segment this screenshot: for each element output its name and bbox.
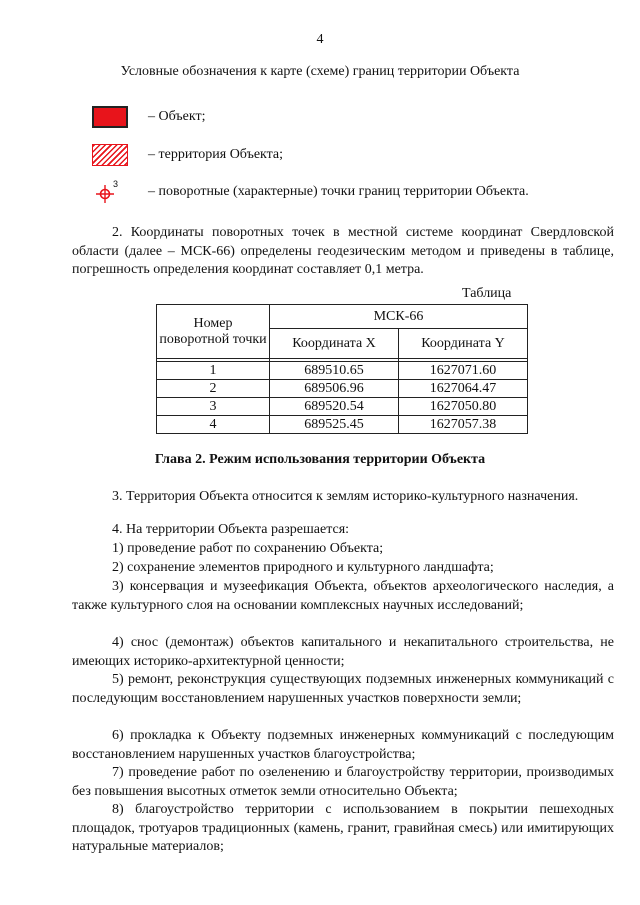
- list-item-7: 7) проведение работ по озеленению и благоустройству территории, производимых без повышения высотных отметок земли относительно Объекта;: [72, 765, 614, 799]
- list-item-5: 5) ремонт, реконструкция существующих подземных инженерных коммуникаций с последующим восстановлением нарушенных участков поверхности земли;: [72, 672, 614, 706]
- coordinates-table: [156, 304, 528, 434]
- paragraph-2: 2. Координаты поворотных точек в местной системе координат Свердловской области (далее – МСК-66) определены геодезическим методом и приведены в таблице, погрешность определения координат составляет 0,1 метра.: [72, 225, 614, 278]
- legend-item-text: – поворотные (характерные) точки границ территории Объекта.: [148, 184, 529, 199]
- cell-x: 689520.54: [270, 398, 399, 416]
- chapter-title: Глава 2. Режим использования территории Объекта: [154, 452, 486, 467]
- cell-point: 1: [157, 362, 270, 380]
- cell-x: 689525.45: [270, 416, 399, 434]
- list-item-4: 4) снос (демонтаж) объектов капитального и некапитального строительства, не имеющих историко-архитектурной ценности;: [72, 635, 614, 669]
- territory-hatch-icon: [92, 144, 128, 166]
- list-item-8: 8) благоустройство территории с использованием в покрытии пешеходных площадок, тротуаров традиционных (камень, гранит, гравийная смесь) или имитирующих натуральные материалов;: [72, 802, 614, 855]
- table-row: [157, 380, 528, 398]
- list-item-3: 3) консервация и музеефикация Объекта, объектов археологического наследия, а также культурного слоя на основании комплексных научных исследований;: [72, 579, 614, 613]
- table-row: [157, 362, 528, 380]
- turning-point-label: 3: [113, 179, 119, 189]
- legend-item-text: – Объект;: [148, 109, 206, 124]
- legend-item-points: [92, 178, 529, 206]
- list-item-1: 1) проведение работ по сохранению Объекта;: [112, 541, 384, 556]
- cell-point: 3: [157, 398, 270, 416]
- legend-item-object: [92, 106, 205, 128]
- header-y: Координата Y: [399, 329, 528, 359]
- cell-point: 2: [157, 380, 270, 398]
- legend-item-text: – территория Объекта;: [148, 147, 284, 162]
- table-row: [157, 416, 528, 434]
- header-point-number: Номер поворотной точки: [157, 305, 270, 359]
- header-x: Координата X: [270, 329, 399, 359]
- cell-y: 1627050.80: [399, 398, 528, 416]
- table-caption: Таблица: [462, 286, 512, 301]
- cell-y: 1627057.38: [399, 416, 528, 434]
- turning-point-icon: [92, 178, 128, 206]
- legend-item-territory: [92, 144, 283, 166]
- cell-x: 689510.65: [270, 362, 399, 380]
- list-item-2: 2) сохранение элементов природного и культурного ландшафта;: [112, 560, 494, 575]
- header-coordinate-system: МСК-66: [270, 305, 528, 329]
- table-row: [157, 398, 528, 416]
- cell-point: 4: [157, 416, 270, 434]
- object-symbol-icon: [92, 106, 128, 128]
- cell-y: 1627064.47: [399, 380, 528, 398]
- cell-x: 689506.96: [270, 380, 399, 398]
- cell-y: 1627071.60: [399, 362, 528, 380]
- legend-title: Условные обозначения к карте (схеме) границ территории Объекта: [120, 64, 520, 79]
- paragraph-4: 4. На территории Объекта разрешается:: [112, 522, 350, 537]
- list-item-6: 6) прокладка к Объекту подземных инженерных коммуникаций с последующим восстановлением нарушенных участков благоустройства;: [72, 728, 614, 762]
- page-number: 4: [316, 32, 324, 47]
- paragraph-3: 3. Территория Объекта относится к землям историко-культурного назначения.: [112, 489, 579, 504]
